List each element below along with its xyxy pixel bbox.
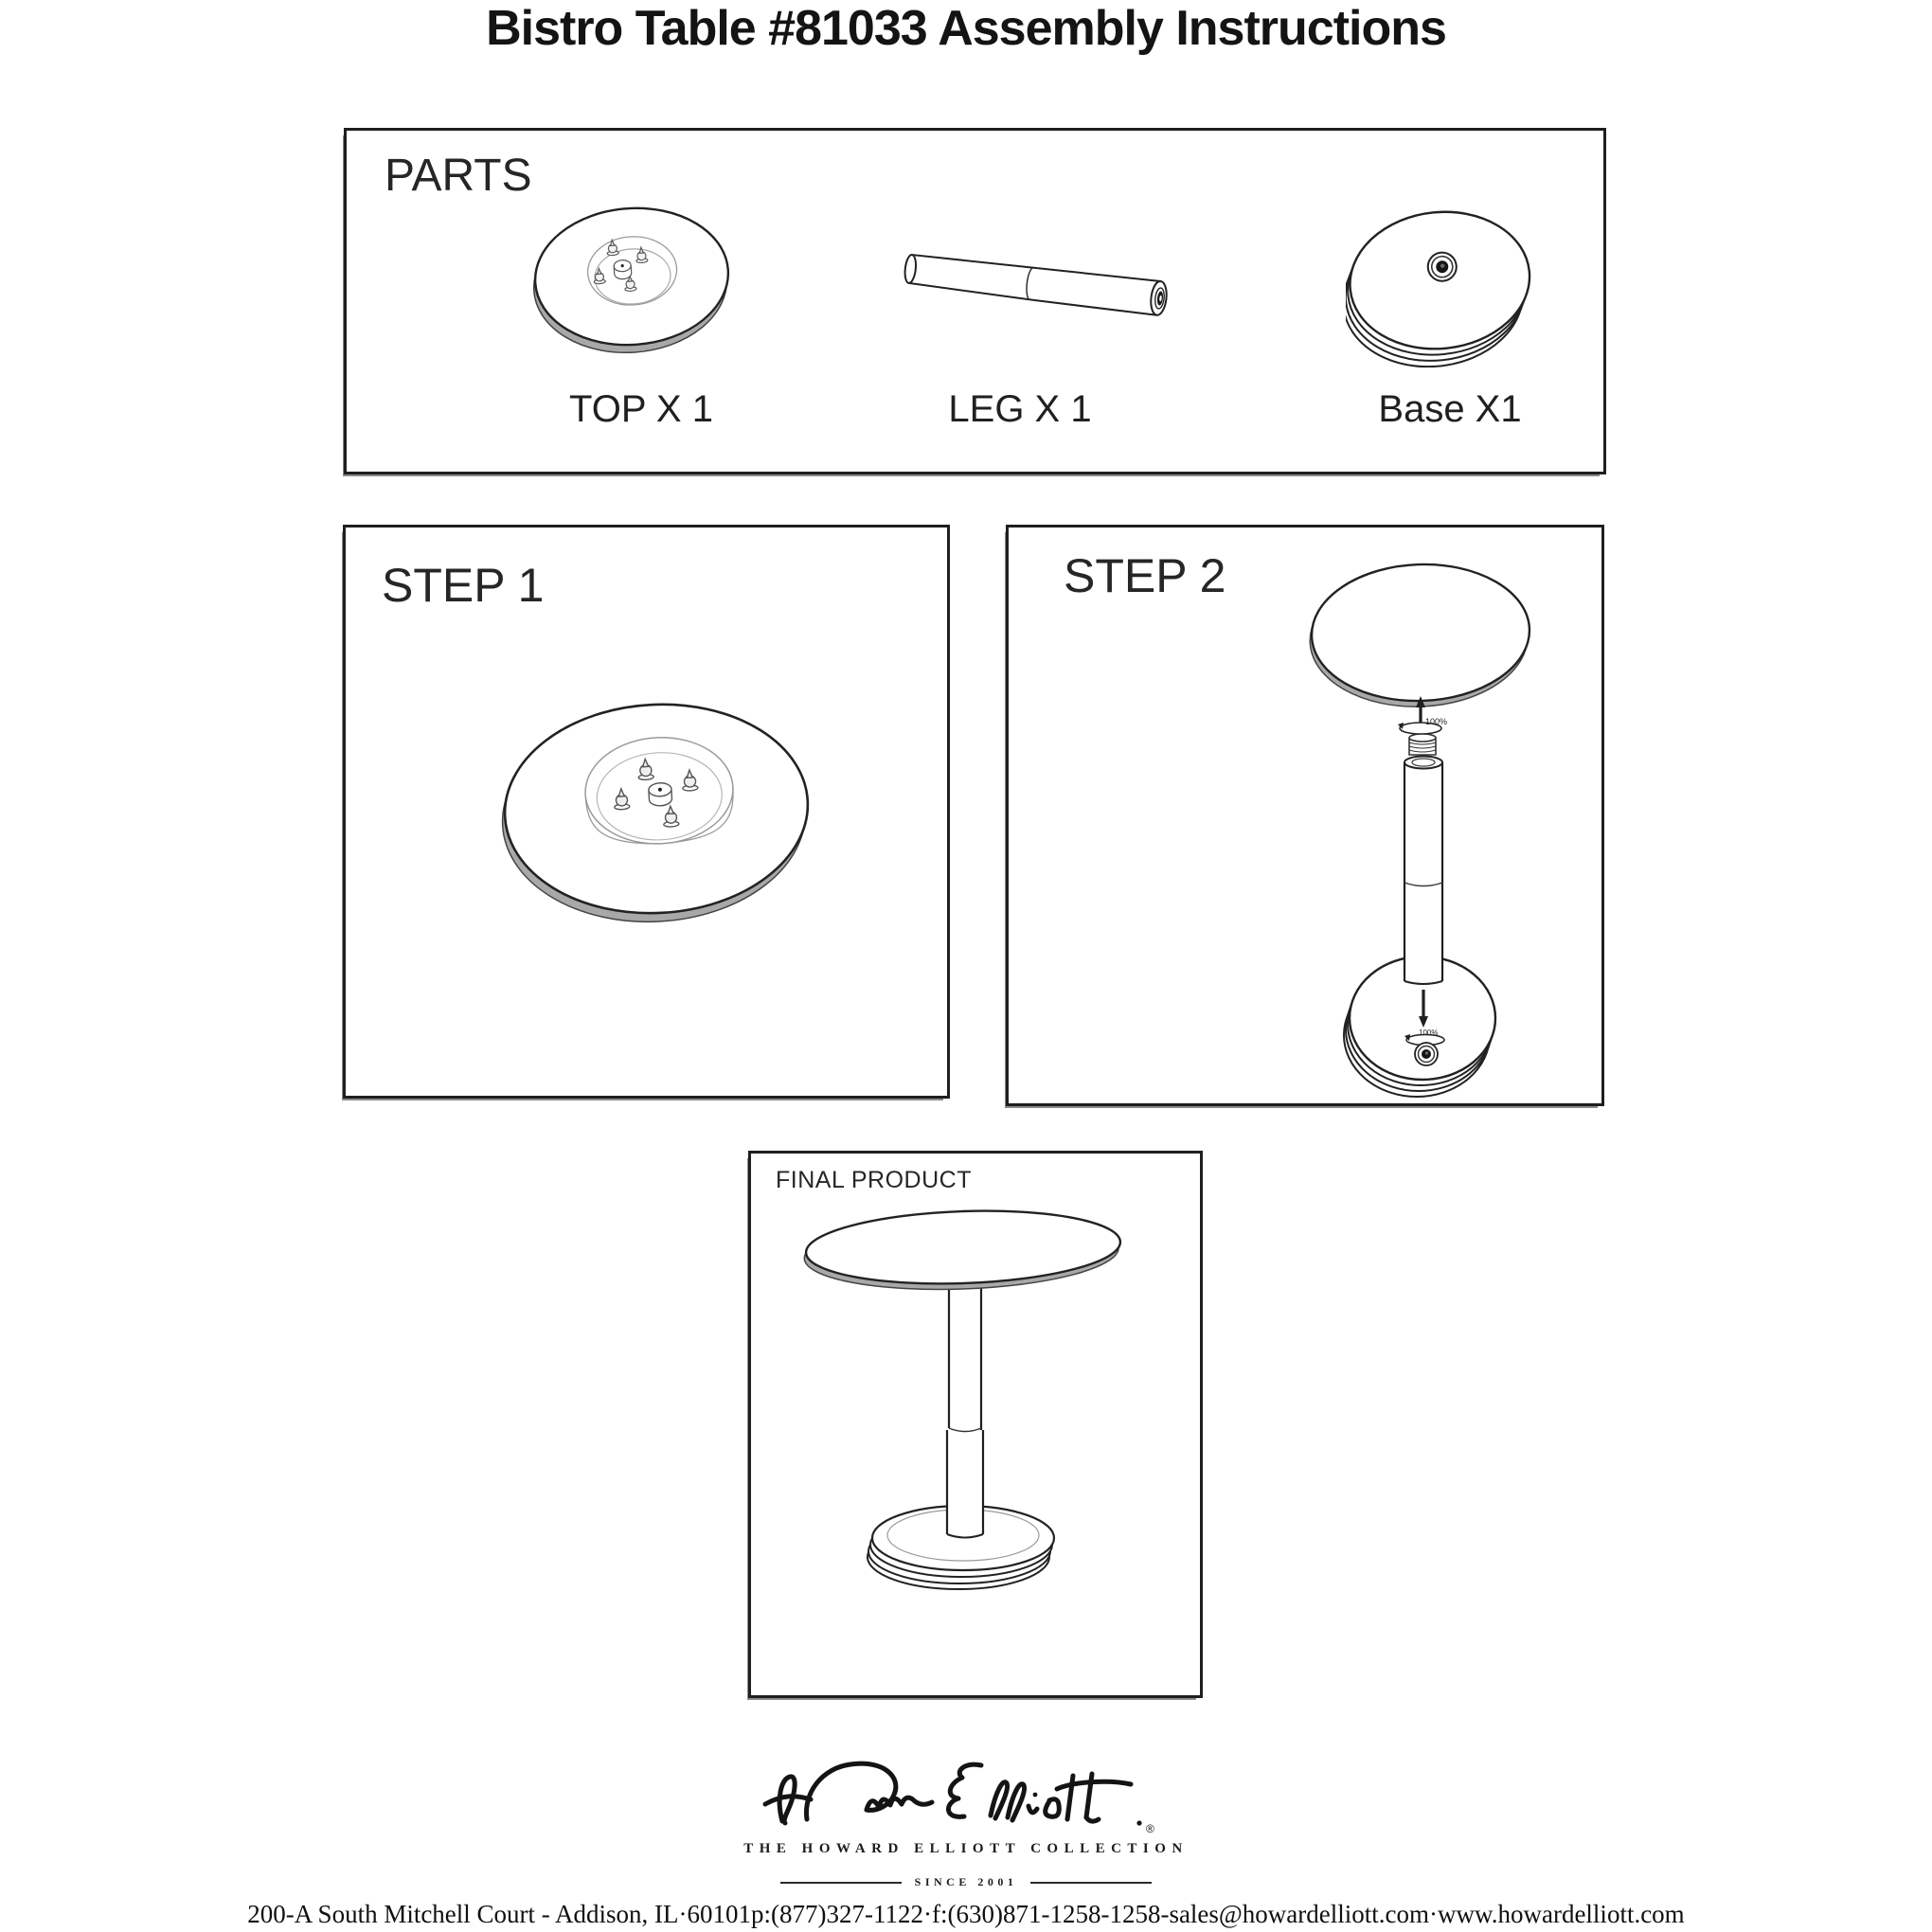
since-rule-right <box>1030 1882 1152 1884</box>
step2-base-hub <box>1415 1043 1438 1065</box>
rotation-top-label: 100% <box>1425 717 1448 726</box>
parts-panel <box>344 128 1606 474</box>
logo-since-text: SINCE 2001 <box>914 1875 1018 1888</box>
logo-collection-text: THE HOWARD ELLIOTT COLLECTION <box>743 1841 1189 1856</box>
howard-elliott-signature <box>754 1747 1161 1842</box>
leg-part-caption: LEG X 1 <box>948 388 1092 430</box>
step1-tabletop-illustration <box>486 686 827 934</box>
base-part-caption: Base X1 <box>1378 388 1522 430</box>
parts-panel-label: PARTS <box>385 151 532 201</box>
final-product-illustration <box>766 1191 1183 1618</box>
registered-mark: ® <box>1146 1822 1154 1835</box>
rotation-arrow-top-icon <box>1398 717 1447 734</box>
step1-panel <box>343 525 950 1099</box>
step2-panel <box>1006 525 1604 1106</box>
final-pedestal <box>947 1277 983 1538</box>
page-title: Bistro Table #81033 Assembly Instructions <box>486 1 1446 56</box>
footer-address: 200-A South Mitchell Court - Addison, IL·60101p:(877)327-1122·f:(630)871-1258-1258-sales@howardelliott.com·www.howardelliott.com <box>247 1900 1685 1928</box>
step1-panel-label: STEP 1 <box>382 559 545 612</box>
step2-assembly-illustration <box>1264 556 1586 1124</box>
final-product-label: FINAL PRODUCT <box>776 1167 972 1193</box>
step2-leg <box>1404 757 1442 985</box>
base-part-illustration <box>1346 206 1535 375</box>
top-part-caption: TOP X 1 <box>569 388 713 430</box>
logo-since-row <box>0 1875 1932 1889</box>
step2-panel-label: STEP 2 <box>1064 549 1226 602</box>
rotation-bottom-label: 100% <box>1419 1029 1439 1037</box>
since-rule-left <box>780 1882 902 1884</box>
threaded-stud <box>1409 734 1436 755</box>
tabletop-part-illustration <box>523 201 741 364</box>
leg-part-illustration <box>898 244 1172 331</box>
final-product-panel <box>748 1151 1203 1698</box>
